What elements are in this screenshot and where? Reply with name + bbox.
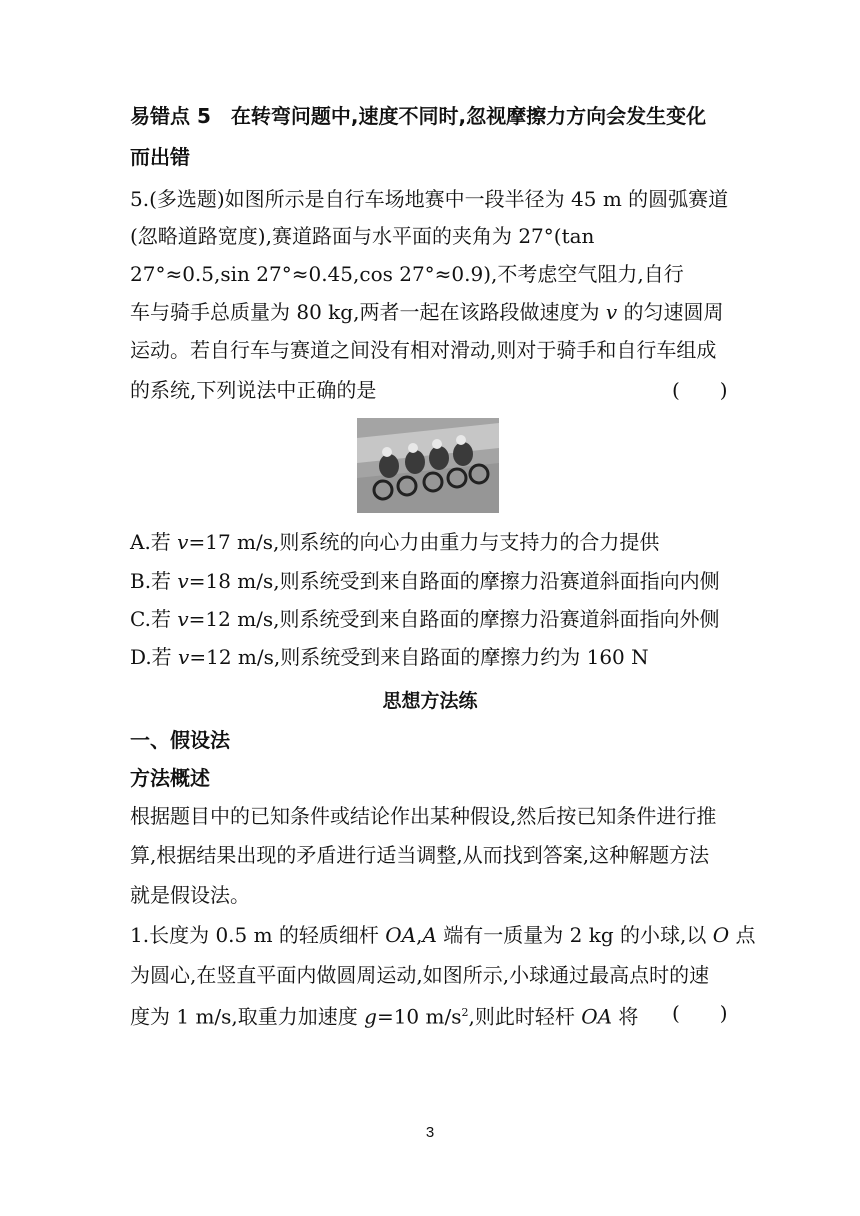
sub-heading: 一、假设法 — [130, 728, 230, 752]
question-1-line1 — [130, 920, 756, 950]
section-title-line2: 而出错 — [130, 145, 190, 169]
q5-line4-post: 的匀速圆周 — [617, 300, 724, 324]
question-1-line2: 为圆心,在竖直平面内做圆周运动,如图所示,小球通过最高点时的速 — [130, 963, 710, 987]
q5-var-v: v — [605, 300, 618, 324]
option-a — [130, 527, 659, 557]
cycling-race-photo — [357, 418, 499, 513]
q1-var-g: g — [364, 1004, 377, 1029]
q1-line3-c: ,则此时轻杆 — [468, 1004, 582, 1029]
option-d-text: =12 m/s,则系统受到来自路面的摩擦力约为 160 N — [189, 645, 649, 669]
cyclists-illustration — [357, 418, 499, 513]
option-d — [130, 642, 649, 672]
question-5-line2: (忽略道路宽度),赛道路面与水平面的夹角为 27°(tan — [130, 224, 595, 248]
option-b-text: =18 m/s,则系统受到来自路面的摩擦力沿赛道斜面指向内侧 — [188, 569, 720, 593]
section-title-line1: 易错点 5 在转弯问题中,速度不同时,忽视摩擦力方向会发生变化 — [130, 104, 707, 128]
question-5-answer-paren: ( ) — [672, 378, 728, 402]
q1-var-o: O — [712, 923, 730, 947]
option-b-var: v — [177, 569, 189, 593]
q1-text-e: 端有一质量为 2 kg 的小球,以 — [436, 923, 713, 947]
option-c-text: =12 m/s,则系统受到来自路面的摩擦力沿赛道斜面指向外侧 — [188, 607, 720, 631]
overview-line2: 算,根据结果出现的矛盾进行适当调整,从而找到答案,这种解题方法 — [130, 843, 710, 867]
overview-line1: 根据题目中的已知条件或结论作出某种假设,然后按已知条件进行推 — [130, 804, 717, 828]
q1-exponent: 2 — [461, 1006, 469, 1019]
q1-var-oa-2: OA — [581, 1004, 613, 1029]
q1-line3-a: 度为 1 m/s,取重力加速度 — [130, 1004, 365, 1029]
page-number: 3 — [425, 1124, 435, 1141]
question-5-line1: 5.(多选题)如图所示是自行车场地赛中一段半径为 45 m 的圆弧赛道 — [130, 187, 729, 211]
overview-line3: 就是假设法。 — [130, 883, 250, 907]
option-c — [130, 604, 720, 634]
option-b-pre: B.若 — [130, 569, 178, 593]
question-1-answer-paren: ( ) — [672, 1001, 728, 1025]
question-5-line4 — [130, 297, 723, 327]
question-5-line3: 27°≈0.5,sin 27°≈0.45,cos 27°≈0.9),不考虑空气阻力,自行 — [130, 262, 684, 286]
option-a-pre: A.若 — [130, 530, 178, 554]
q1-line3-d: 将 — [612, 1004, 639, 1029]
option-d-pre: D.若 — [130, 645, 179, 669]
option-b — [130, 566, 720, 596]
question-5-line6: 的系统,下列说法中正确的是 — [130, 378, 377, 402]
option-a-var: v — [177, 530, 189, 554]
q1-comma: , — [416, 923, 423, 947]
question-1-line3 — [130, 998, 638, 1032]
method-heading: 思想方法练 — [382, 690, 478, 712]
q1-text-a: 1.长度为 0.5 m 的轻质细杆 — [130, 923, 386, 947]
option-d-var: v — [178, 645, 190, 669]
overview-heading: 方法概述 — [130, 766, 210, 790]
q5-line4-pre: 车与骑手总质量为 80 kg,两者一起在该路段做速度为 — [130, 300, 606, 324]
q1-var-oa: OA — [385, 923, 417, 947]
option-c-pre: C.若 — [130, 607, 178, 631]
q1-line3-b: =10 m/s — [376, 1004, 462, 1029]
q1-text-g: 点 — [729, 923, 756, 947]
q1-var-a: A — [422, 923, 437, 947]
option-c-var: v — [177, 607, 189, 631]
question-5-line5: 运动。若自行车与赛道之间没有相对滑动,则对于骑手和自行车组成 — [130, 338, 717, 362]
option-a-text: =17 m/s,则系统的向心力由重力与支持力的合力提供 — [188, 530, 660, 554]
